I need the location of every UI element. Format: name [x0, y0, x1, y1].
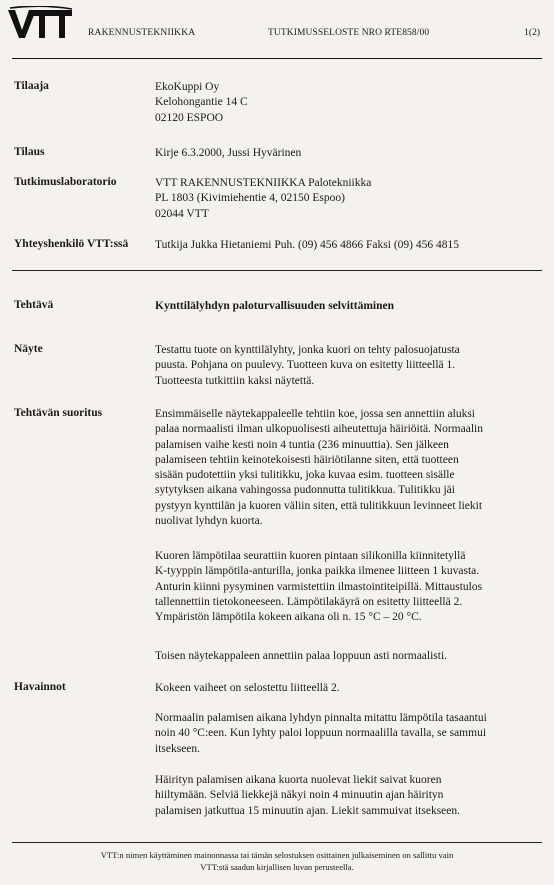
observations-line: itsekseen. — [155, 742, 201, 755]
header-rule — [12, 58, 542, 59]
section-rule — [12, 270, 542, 271]
client-line: 02120 ESPOO — [155, 111, 224, 124]
task-title: Kynttilälyhdyn paloturvallisuuden selvittäminen — [155, 300, 394, 312]
laboratory-line: 02044 VTT — [155, 207, 209, 220]
order-label: Tilaus — [14, 146, 45, 158]
observations-line: Häirityn palamisen aikana kuorta nuolevat liekit saivat kuoren — [155, 774, 442, 786]
sample-line: Testattu tuote on kynttilälyhty, jonka kuori on tehty palosuojatusta — [155, 344, 460, 356]
report-header — [8, 6, 546, 46]
contact-label: Yhteyshenkilö VTT:ssä — [14, 238, 129, 250]
execution-line: Toisen näytekappaleen annettiin palaa loppuun asti normaalisti. — [155, 650, 448, 662]
client-line: EkoKuppi Oy — [155, 81, 220, 93]
observations-line: Normaalin palamisen aikana lyhdyn pinnalta mitattu lämpötila tasaantui — [155, 712, 487, 724]
observations-label: Havainnot — [14, 681, 66, 693]
execution-line: pystyyn kynttilän ja kuoren väliin siten, että tulitikkuun levinneet liekit — [155, 499, 483, 512]
report-number: TUTKIMUSSELOSTE NRO RTE858/00 — [268, 28, 430, 38]
execution-line: palamiseen tehtiin keinotekoisesti häiriötilanne siten, että tuotteen — [155, 453, 459, 466]
observations-line: Kokeen vaiheet on selostettu liitteellä 2. — [155, 682, 340, 694]
observations-paragraph-3 — [155, 773, 535, 819]
footer-rule — [12, 842, 542, 843]
footer-line: VTT:stä saadun kirjallisen luvan perusteella. — [200, 861, 354, 872]
task-label: Tehtävä — [14, 299, 54, 311]
laboratory-line: VTT RAKENNUSTEKNIIKKA Palotekniikka — [155, 177, 372, 189]
execution-line: tallennettiin tietokoneeseen. Lämpötilakäyrä on esitetty liitteellä 2. — [155, 595, 463, 608]
sample-label: Näyte — [14, 343, 43, 355]
execution-paragraph-2 — [155, 549, 535, 625]
client-address — [155, 80, 535, 126]
execution-line: Ympäristön lämpötila kokeen aikana oli n. 15 °C – 20 °C. — [155, 611, 422, 624]
execution-line: Kuoren lämpötilaa seurattiin kuoren pintaan silikonilla kiinnitetyllä — [155, 550, 466, 562]
sample-line: Tuotteesta tutkittiin kaksi näytettä. — [155, 374, 315, 387]
execution-line: Ensimmäiselle näytekappaleelle tehtiin koe, jossa sen annettiin aluksi — [155, 408, 475, 420]
order-text: Kirje 6.3.2000, Jussi Hyvärinen — [155, 147, 302, 159]
execution-line: Anturin kiinni pysyminen varmistettiin ilmastointiteipillä. Mittaustulos — [155, 580, 483, 593]
execution-label: Tehtävän suoritus — [14, 407, 103, 419]
sample-line: puusta. Pohjana on puulevy. Tuotteen kuva on esitetty liitteellä 1. — [155, 359, 456, 372]
department-name: RAKENNUSTEKNIIKKA — [88, 28, 196, 38]
laboratory-line: PL 1803 (Kivimiehentie 4, 02150 Espoo) — [155, 192, 345, 205]
observations-line: palamisen jatkuttua 15 minuutin ajan. Liekit sammuivat itsekseen. — [155, 804, 461, 817]
client-line: Kelohongantie 14 C — [155, 96, 248, 109]
page-number: 1(2) — [524, 28, 540, 38]
execution-line: palaa normaalisti ilman ulkopuolisesti aiheutettuja häiriöitä. Normaalin — [155, 423, 483, 436]
footer-notice — [12, 850, 542, 873]
execution-line: sisään pudotettiin yksi tulitikku, joka kuvaa esim. tuotteen sisälle — [155, 469, 455, 482]
observations-paragraph-2 — [155, 711, 535, 757]
footer-line: VTT:n nimen käyttäminen mainonnassa tai tämän selostuksen osittainen julkaiseminen on sallittu vain — [100, 850, 454, 860]
sample-text — [155, 343, 535, 389]
execution-line: sytytyksen aikana vahingossa pudonnutta tulitikkua. Tulitikku jäi — [155, 484, 455, 497]
execution-line: K-tyyppin lämpötila-anturilla, jonka paikka ilmenee liitteen 1 kuvasta. — [155, 565, 480, 578]
execution-line: palamisen vaihe kesti noin 4 tuntia (236 minuuttia). Sen jälkeen — [155, 438, 449, 451]
laboratory-address — [155, 176, 535, 222]
contact-text: Tutkija Jukka Hietaniemi Puh. (09) 456 4866 Faksi (09) 456 4815 — [155, 239, 459, 251]
execution-paragraph-1 — [155, 407, 535, 529]
execution-line: nuolivat lyhdyn kuorta. — [155, 515, 263, 528]
vtt-logo — [8, 6, 74, 40]
client-label: Tilaaja — [14, 80, 49, 92]
observations-line: hiiltymään. Selviä liekkejä näkyi noin 4 minuutin ajan häirityn — [155, 789, 444, 802]
laboratory-label: Tutkimuslaboratorio — [14, 176, 117, 188]
execution-paragraph-3 — [155, 649, 535, 664]
observations-paragraph-1 — [155, 681, 535, 696]
observations-line: noin 40 °C:een. Kun lyhty paloi loppuun normaalilla tavalla, se sammui — [155, 727, 487, 740]
